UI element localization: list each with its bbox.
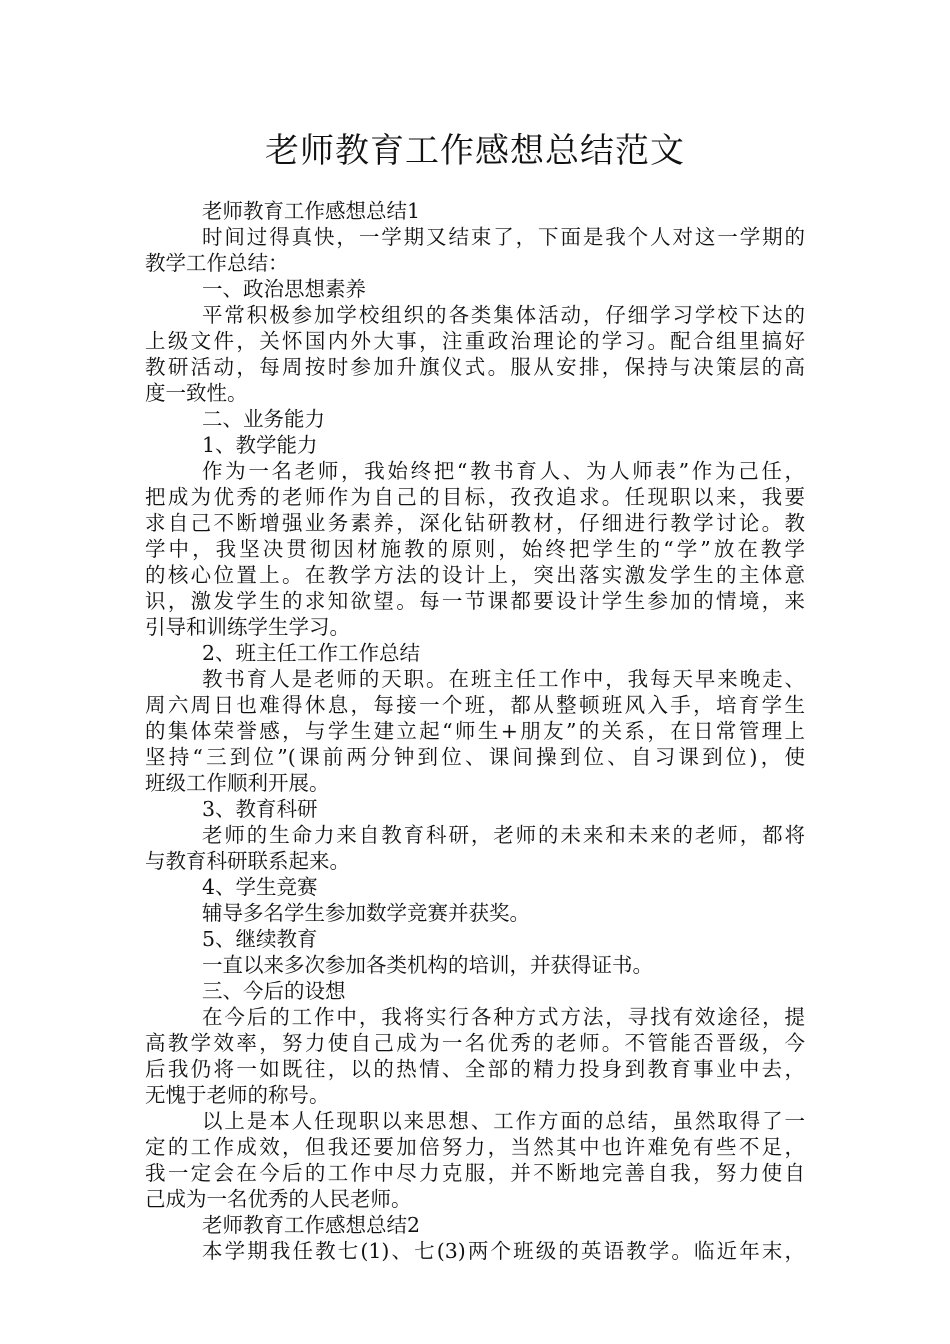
text-line: 老师教育工作感想总结2 — [202, 1213, 421, 1237]
text-line: 4、学生竞赛 — [202, 875, 318, 899]
text-line: 的集体荣誉感，与学生建立起“师生+朋友”的关系，在日常管理上 — [145, 719, 805, 743]
text-line: 度一致性。 — [145, 381, 248, 405]
text-line: 与教育科研联系起来。 — [145, 849, 350, 873]
document-body — [145, 198, 805, 1264]
text-line: 作为一名老师，我始终把“教书育人、为人师表”作为己任， — [202, 459, 805, 483]
text-line: 己成为一名优秀的人民老师。 — [145, 1187, 412, 1211]
text-line: 坚持“三到位”(课前两分钟到位、课间操到位、自习课到位)，使 — [145, 745, 805, 769]
text-line: 二、业务能力 — [202, 407, 325, 431]
text-line: 平常积极参加学校组织的各类集体活动，仔细学习学校下达的 — [202, 303, 805, 327]
text-line: 教研活动，每周按时参加升旗仪式。服从安排，保持与决策层的高 — [145, 355, 805, 379]
text-line: 1、教学能力 — [202, 433, 318, 457]
text-line: 教学工作总结： — [145, 251, 289, 275]
text-line: 引导和训练学生学习。 — [145, 615, 350, 639]
document-title: 老师教育工作感想总结范文 — [265, 131, 685, 171]
text-line: 求自己不断增强业务素养，深化钻研教材，仔细进行教学讨论。教 — [145, 511, 805, 535]
text-line: 高教学效率，努力使自己成为一名优秀的老师。不管能否晋级，今 — [145, 1031, 805, 1055]
text-line: 我一定会在今后的工作中尽力克服，并不断地完善自我，努力使自 — [145, 1161, 805, 1185]
text-line: 时间过得真快，一学期又结束了，下面是我个人对这一学期的 — [202, 225, 805, 249]
text-line: 学中，我坚决贯彻因材施教的原则，始终把学生的“学”放在教学 — [145, 537, 805, 561]
text-line: 教书育人是老师的天职。在班主任工作中，我每天早来晚走、 — [202, 667, 805, 691]
text-line: 三、今后的设想 — [202, 979, 346, 1003]
text-line: 以上是本人任现职以来思想、工作方面的总结，虽然取得了一 — [202, 1109, 805, 1133]
text-line: 辅导多名学生参加数学竞赛并获奖。 — [202, 901, 530, 925]
text-line: 在今后的工作中，我将实行各种方式方法，寻找有效途径，提 — [202, 1005, 805, 1029]
text-line: 上级文件，关怀国内外大事，注重政治理论的学习。配合组里搞好 — [145, 329, 805, 353]
text-line: 班级工作顺利开展。 — [145, 771, 330, 795]
text-line: 老师教育工作感想总结1 — [202, 199, 421, 223]
text-line: 把成为优秀的老师作为自己的目标，孜孜追求。任现职以来，我要 — [145, 485, 805, 509]
text-line: 一直以来多次参加各类机构的培训，并获得证书。 — [202, 953, 653, 977]
text-line: 周六周日也难得休息，每接一个班，都从整顿班风入手，培育学生 — [145, 693, 805, 717]
text-line: 2、班主任工作工作总结 — [202, 641, 421, 665]
text-line: 5、继续教育 — [202, 927, 318, 951]
text-line: 3、教育科研 — [202, 797, 318, 821]
text-line: 老师的生命力来自教育科研，老师的未来和未来的老师，都将 — [202, 823, 805, 847]
text-line: 本学期我任教七(1)、七(3)两个班级的英语教学。临近年末， — [202, 1239, 805, 1263]
text-line: 识，激发学生的求知欲望。每一节课都要设计学生参加的情境，来 — [145, 589, 805, 613]
text-line: 定的工作成效，但我还要加倍努力，当然其中也许难免有些不足， — [145, 1135, 805, 1159]
text-line: 无愧于老师的称号。 — [145, 1083, 330, 1107]
text-line: 后我仍将一如既往，以的热情、全部的精力投身到教育事业中去， — [145, 1057, 805, 1081]
text-line: 的核心位置上。在教学方法的设计上，突出落实激发学生的主体意 — [145, 563, 805, 587]
text-line: 一、政治思想素养 — [202, 277, 366, 301]
